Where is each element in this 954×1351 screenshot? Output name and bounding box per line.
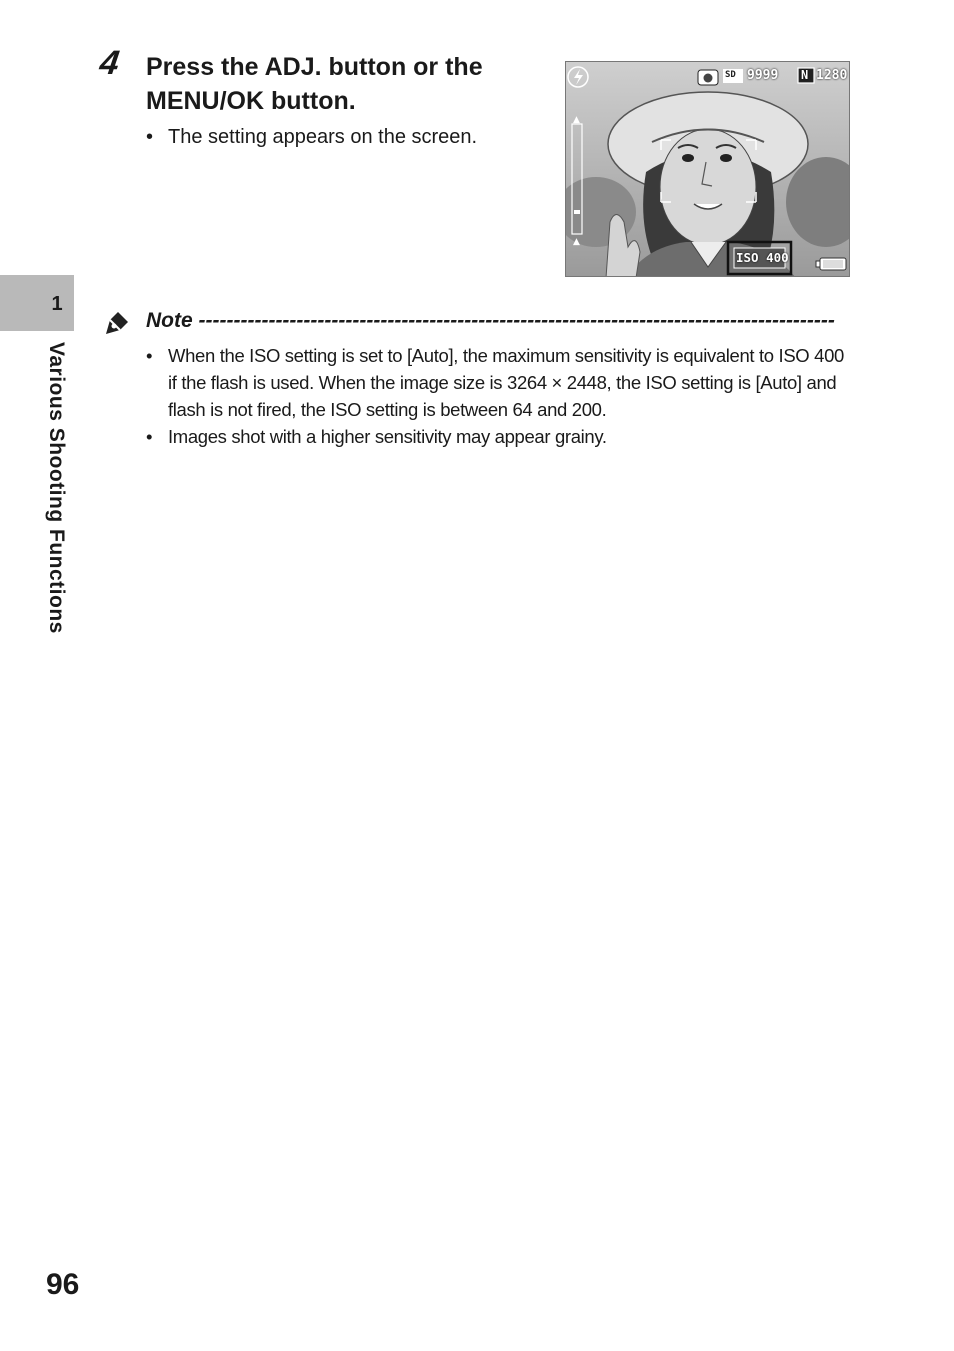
camera-photo [566,62,850,277]
note-heading [146,309,856,333]
camera-mode-icon [698,70,718,85]
note-divider: ------------------------------------------------------------------------------------------- [198,309,835,332]
step-bullet-text: The setting appears on the screen. [168,126,478,148]
remaining-shots: 9999 [747,68,779,83]
step-bullet [146,124,477,150]
note-title: Note [146,309,193,332]
card-badge: SD [725,70,736,80]
chapter-title: Various Shooting Functions [45,342,68,634]
note-item [146,342,856,423]
chapter-tab [0,275,74,331]
step-title: Press the ADJ. button or the MENU/OK button. [146,53,483,115]
battery-icon [816,258,846,270]
bullet-mark: • [146,126,154,148]
note-item-text: Images shot with a higher sensitivity may appear grainy. [168,426,607,447]
note-list [146,342,856,450]
note-item-text: When the ISO setting is set to [Auto], the maximum sensitivity is equivalent to ISO 400 if the flash is used. When the image size is 3264 × 2448, the ISO setting is [Auto] and flash is not fired, the ISO setting is between 64 and 200. [168,345,844,420]
camera-screen-illustration [565,61,850,277]
image-size: 1280 [816,68,848,83]
note-item [146,423,856,450]
quality-badge: N [801,68,809,82]
svg-text:▲: ▲ [573,115,580,125]
chapter-number: 1 [51,292,63,315]
note-icon [102,308,132,338]
bullet-mark: • [146,426,153,447]
svg-text:▲: ▲ [573,237,580,247]
iso-indicator: ISO 400 [736,250,789,265]
bullet-mark: • [146,345,153,366]
page-number: 96 [46,1268,80,1301]
step-number: 4 [97,44,122,82]
